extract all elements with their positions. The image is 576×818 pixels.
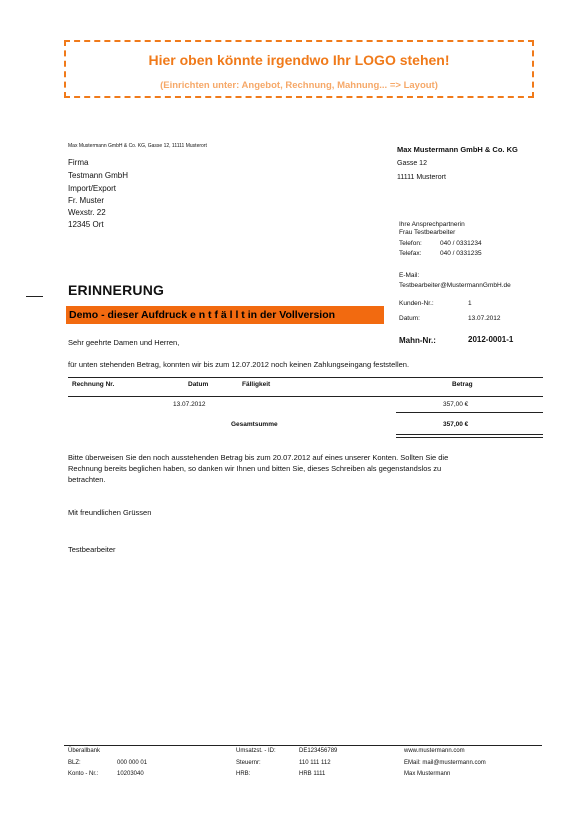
- total-label: Gesamtsumme: [231, 421, 278, 428]
- phone-label: Telefon:: [399, 240, 422, 247]
- column-header-invoice-number: Rechnung Nr.: [72, 381, 115, 388]
- footer-blz-label: BLZ:: [68, 760, 81, 766]
- footer-vat-value: DE123456789: [299, 748, 338, 754]
- footer-vat-label: Umsatzst. - ID:: [236, 748, 276, 754]
- contact-person: Frau Testbearbeiter: [399, 229, 456, 236]
- table-cell-amount: 357,00 €: [443, 401, 469, 408]
- fax-label: Telefax:: [399, 250, 422, 257]
- recipient-line: Firma: [68, 158, 89, 167]
- footer-email: EMail: mail@mustermann.com: [404, 760, 486, 766]
- footer-owner: Max Mustermann: [404, 771, 451, 777]
- footer-tax-label: Steuernr:: [236, 760, 261, 766]
- table-top-rule: [68, 377, 543, 378]
- footer-account-label: Konto - Nr.:: [68, 771, 99, 777]
- footer-account-value: 10203040: [117, 771, 144, 777]
- column-header-amount: Betrag: [452, 381, 473, 388]
- fold-mark: [26, 296, 43, 297]
- footer-bank-name: Überallbank: [68, 748, 101, 754]
- dunning-number-value: 2012-0001-1: [468, 335, 514, 344]
- date-label: Datum:: [399, 315, 420, 322]
- date-value: 13.07.2012: [468, 315, 501, 322]
- demo-banner: Demo - dieser Aufdruck e n t f ä l l t in der Vollversion: [66, 306, 384, 324]
- intro-text: für unten stehenden Betrag, konnten wir bis zum 12.07.2012 noch keinen Zahlungseingang feststellen.: [68, 360, 410, 369]
- phone-value: 040 / 0331234: [440, 240, 482, 247]
- footer-hrb-value: HRB 1111: [299, 771, 326, 777]
- signature: Testbearbeiter: [68, 545, 116, 554]
- dunning-number-label: Mahn-Nr.:: [399, 336, 436, 345]
- company-street: Gasse 12: [397, 160, 427, 167]
- customer-number-value: 1: [468, 300, 472, 307]
- logo-placeholder-title: Hier oben könnte irgendwo Ihr LOGO stehen!: [148, 52, 450, 68]
- footer-hrb-label: HRB:: [236, 771, 251, 777]
- subtotal-rule: [396, 412, 543, 413]
- request-line: Bitte überweisen Sie den noch ausstehenden Betrag bis zum 20.07.2012 auf eines unserer Konten. Sollten Sie die: [68, 453, 449, 462]
- footer-rule: [64, 745, 542, 746]
- request-line: betrachten.: [68, 475, 106, 484]
- footer-blz-value: 000 000 01: [117, 760, 148, 766]
- footer-website: www.mustermann.com: [404, 748, 465, 754]
- fax-value: 040 / 0331235: [440, 250, 482, 257]
- email-label: E-Mail:: [399, 272, 420, 279]
- recipient-line: Testmann GmbH: [68, 171, 129, 180]
- column-header-date: Datum: [188, 381, 209, 388]
- column-header-due: Fälligkeit: [242, 381, 271, 388]
- closing: Mit freundlichen Grüssen: [68, 508, 152, 517]
- total-rule-1: [396, 434, 543, 435]
- recipient-line: 12345 Ort: [68, 220, 104, 229]
- logo-placeholder-hint: (Einrichten unter: Angebot, Rechnung, Mahnung... => Layout): [160, 80, 438, 91]
- request-line: Rechnung bereits beglichen haben, so danken wir Ihnen und bitten Sie, dieses Schreiben als gegenstandslos zu: [68, 464, 442, 473]
- total-value: 357,00 €: [443, 421, 469, 428]
- total-rule-2: [396, 437, 543, 438]
- table-header-rule: [68, 396, 543, 397]
- document-title: ERINNERUNG: [68, 282, 165, 298]
- salutation: Sehr geehrte Damen und Herren,: [68, 338, 180, 347]
- email-value: Testbearbeiter@MustermannGmbH.de: [399, 282, 511, 289]
- company-city: 11111 Musterort: [397, 174, 446, 181]
- recipient-line: Wexstr. 22: [68, 208, 106, 217]
- table-cell-date: 13.07.2012: [173, 401, 206, 408]
- sender-return-address: Max Mustermann GmbH & Co. KG, Gasse 12, 11111 Musterort: [68, 143, 207, 149]
- customer-number-label: Kunden-Nr.:: [399, 300, 434, 307]
- recipient-line: Fr. Muster: [68, 196, 105, 205]
- footer-tax-value: 110 111 112: [299, 760, 331, 766]
- contact-heading: Ihre Ansprechpartnerin: [399, 221, 465, 228]
- recipient-line: Import/Export: [68, 184, 117, 193]
- company-name: Max Mustermann GmbH & Co. KG: [397, 145, 518, 154]
